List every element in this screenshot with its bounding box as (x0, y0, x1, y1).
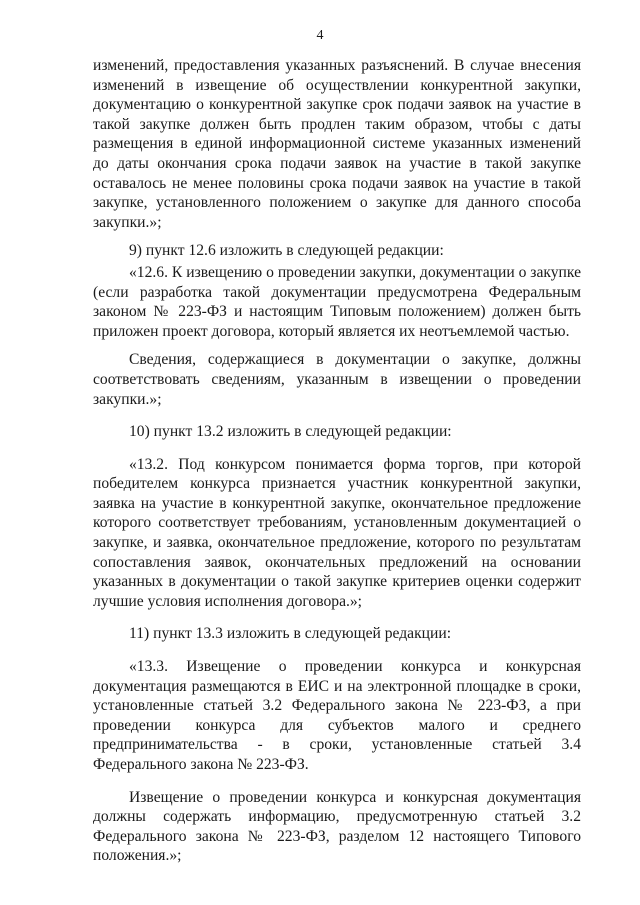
paragraph-item-10: 10) пункт 13.2 изложить в следующей редакции: (129, 423, 452, 441)
paragraph-13-3: «13.3. Извещение о проведении конкурса и конкурсная документация размещаются в ЕИС и на электронной площадке в сроки, установленные статьей 3.2 Федерального закона № 223-ФЗ, а при проведении конкурса для субъектов малого и среднего предпринимательства - в сроки, установленные статьей 3.4 Федерального закона № 223-ФЗ. (93, 658, 581, 773)
paragraph-item-9: 9) пункт 12.6 изложить в следующей редакции: (129, 242, 444, 260)
page-number: 4 (316, 28, 324, 43)
document-body (93, 56, 581, 866)
paragraph-13-3-details: Извещение о проведении конкурса и конкурсная документация должны содержать информацию, предусмотренную статьей 3.2 Федерального закона № 223-ФЗ, разделом 12 настоящего Типового положения.»; (93, 788, 581, 865)
paragraph-continuation: изменений, предоставления указанных разъяснений. В случае внесения изменений в извещение об осуществлении конкурентной закупки, документацию о конкурентной закупке срок подачи заявок на участие в такой закупке должен быть продлен таким образом, чтобы с даты размещения в единой информационной системе указанных изменений до даты окончания срока подачи заявок на участие в такой закупке оставалось не менее половины срока подачи заявок на участие в такой закупке, установленного положением о закупке для данного способа закупки.»; (93, 57, 581, 231)
paragraph-12-6-details: Сведения, содержащиеся в документации о закупке, должны соответствовать сведениям, указанным в извещении о проведении закупки.»; (93, 351, 581, 408)
paragraph-12-6: «12.6. К извещению о проведении закупки, документации о закупке (если разработка такой документации предусмотрена Федеральным законом № 223-ФЗ и настоящим Типовым положением) должен быть приложен проект договора, который является их неотъемлемой частью. (93, 263, 581, 340)
paragraph-item-11: 11) пункт 13.3 изложить в следующей редакции: (129, 625, 452, 643)
paragraph-13-2: «13.2. Под конкурсом понимается форма торгов, при которой победителем конкурса признается участник конкурентной закупки, заявка на участие в конкурентной закупке, окончательное предложение которого соответствует требованиям, установленным документацией о закупке, и заявка, окончательное предложение, которого по результатам сопоставления заявок, окончательных предложений на основании указанных в документации о такой закупке критериев оценки содержит лучшие условия исполнения договора.»; (93, 455, 581, 610)
